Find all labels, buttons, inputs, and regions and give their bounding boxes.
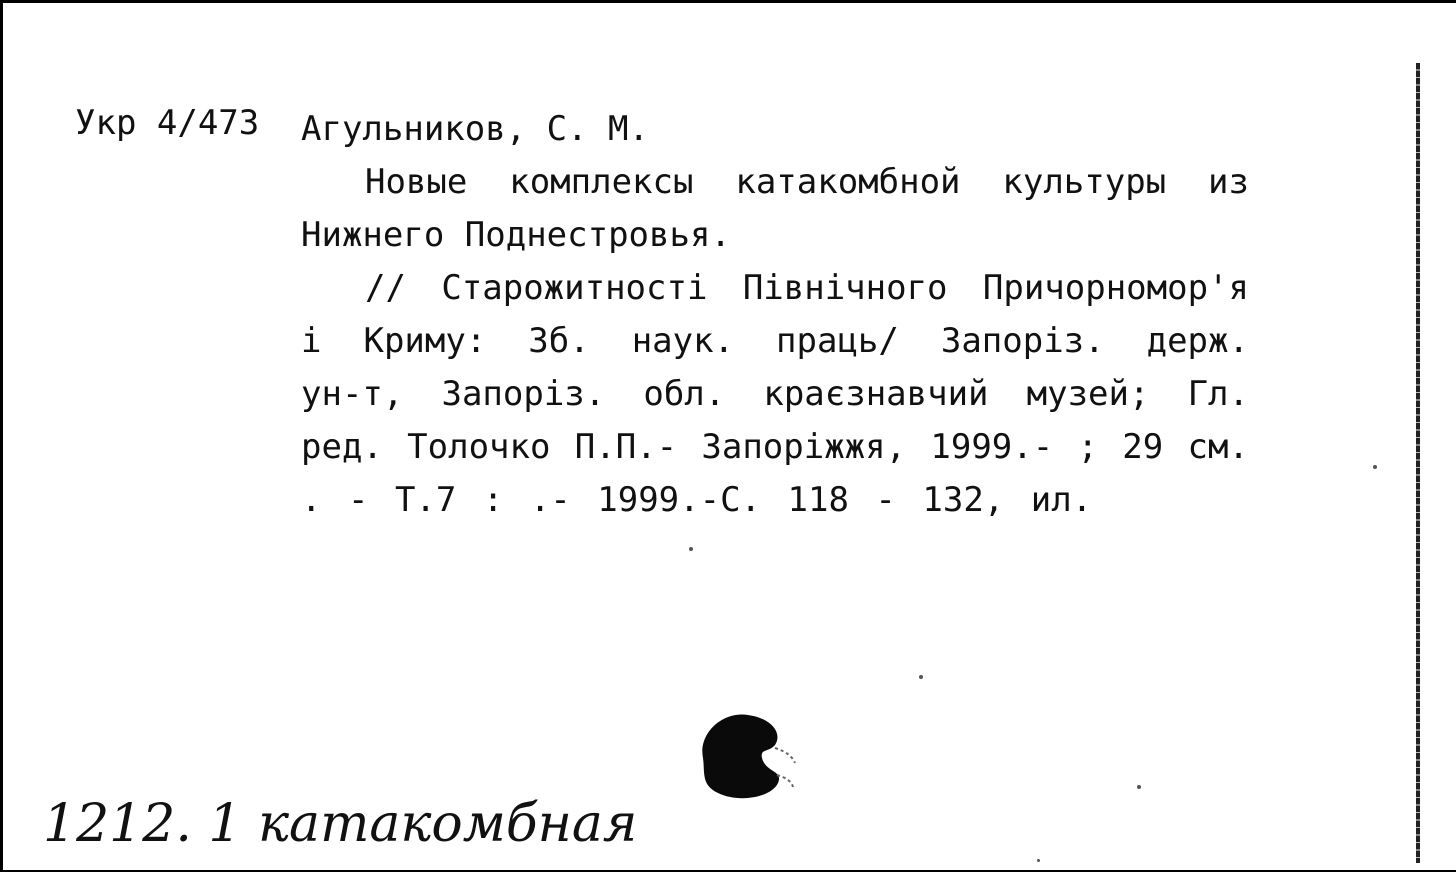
handwritten-note: [43, 773, 643, 872]
word: Причорномор'я: [982, 268, 1249, 308]
source-line-4: [301, 421, 1249, 474]
word: Запоріжжя,: [701, 427, 907, 467]
word: держ.: [1146, 321, 1249, 361]
word: Криму:: [363, 321, 487, 361]
word: Гл.: [1187, 374, 1249, 414]
scan-speck: [1373, 465, 1377, 469]
scan-speck: [1037, 859, 1040, 862]
word: Нижнего: [301, 215, 445, 255]
word: Запоріз.: [441, 374, 606, 414]
scan-speck: [919, 675, 923, 679]
source-line-3: [301, 368, 1249, 421]
bibliographic-entry: [301, 107, 1249, 527]
ink-blot: [683, 703, 803, 803]
word: ;: [1077, 427, 1098, 467]
word: 118: [787, 480, 849, 520]
word: комплексы: [509, 162, 694, 202]
word: .: [301, 480, 322, 520]
word: і: [301, 321, 322, 361]
scan-speck: [1137, 785, 1141, 789]
title-line-2: [301, 209, 1249, 262]
title-line-1: [301, 156, 1249, 209]
handwritten-note-text: 1212. 1 катакомбная: [43, 794, 638, 854]
word: ил.: [1030, 480, 1093, 520]
word: Північного: [742, 268, 948, 308]
word: Новые: [365, 162, 468, 202]
word: ред.: [301, 427, 383, 467]
word: музей;: [1026, 374, 1150, 414]
word: из: [1208, 162, 1249, 202]
word: -: [347, 480, 369, 520]
source-line-5: [301, 474, 1249, 527]
word: -: [875, 480, 896, 520]
word: Зб.: [528, 321, 590, 361]
card-edge-scan-artifact: [1416, 63, 1420, 863]
word: 132,: [922, 480, 1005, 520]
word: //: [365, 268, 406, 308]
scan-speck: [689, 547, 693, 551]
word: см.: [1187, 427, 1249, 467]
word: 1999.-С.: [597, 480, 762, 520]
word: катакомбной: [735, 162, 961, 202]
word: 29: [1122, 427, 1164, 467]
word: праць/: [776, 321, 899, 361]
word: Старожитності: [441, 268, 708, 308]
word: 1999.-: [930, 427, 1054, 467]
word: Толочко: [407, 427, 551, 467]
word: Запоріз.: [940, 321, 1105, 361]
shelfmark: Укр 4/473: [75, 103, 260, 143]
word: краєзнавчий: [763, 374, 989, 414]
author: Агульников, С. М.: [301, 109, 649, 149]
word: наук.: [631, 321, 735, 361]
word: Поднестровья.: [464, 215, 731, 255]
source-line-1: [301, 262, 1249, 315]
word: .-: [529, 480, 571, 520]
word: ун-т,: [301, 374, 404, 414]
word: обл.: [643, 374, 726, 414]
word: :: [482, 480, 504, 520]
source-line-2: [301, 315, 1249, 368]
word: культуры: [1002, 162, 1167, 202]
word: П.П.-: [574, 427, 678, 467]
word: Т.7: [394, 480, 457, 520]
